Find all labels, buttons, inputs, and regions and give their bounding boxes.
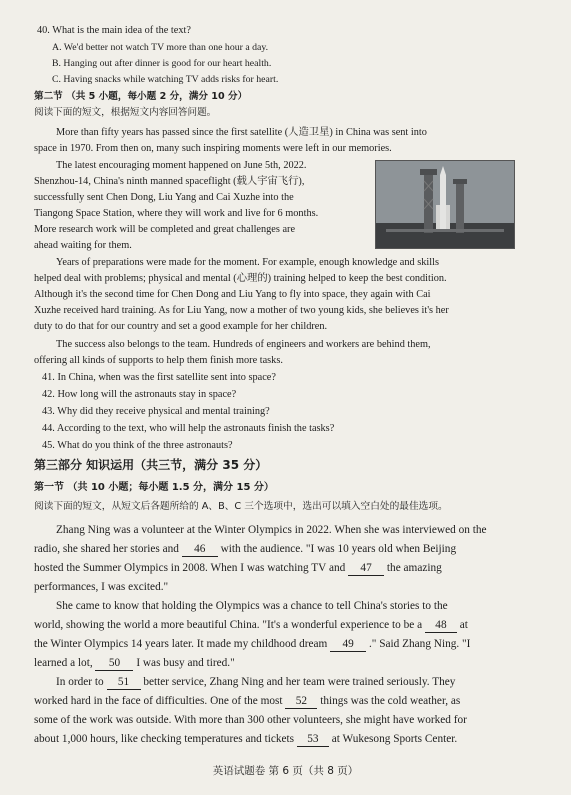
cloze-text: I was busy and tired.": [136, 657, 235, 669]
cloze-text: the amazing: [386, 562, 442, 574]
cloze-blank-51: 51: [107, 675, 141, 690]
cloze-blank-49: 49: [330, 637, 366, 652]
passage-line: ahead waiting for them.: [34, 240, 132, 251]
question-40-option-b: B. Hanging out after dinner is good for our heart health.: [52, 58, 272, 69]
cloze-line: [34, 656, 235, 671]
question-40-option-c: C. Having snacks while watching TV adds risks for heart.: [52, 74, 279, 85]
cloze-line: [34, 542, 456, 557]
cloze-text: things was the cold weather, as: [320, 695, 461, 707]
cloze-text: with the audience. "I was 10 years old when Beijing: [220, 543, 457, 555]
rocket-launch-photo-drawing: [376, 161, 514, 248]
cloze-text: In order to: [56, 676, 104, 688]
cloze-line: [34, 618, 468, 633]
part-3-instruction: 阅读下面的短文，从短文后各题所给的 A、B、C 三个选项中，选出可以填入空白处的最佳选项。: [34, 501, 448, 512]
passage-line: The success also belongs to the team. Hundreds of engineers and workers are behind them,: [56, 339, 431, 350]
passage-line: More than fifty years has passed since the first satellite (人造卫星) in China was sent into: [56, 127, 427, 138]
passage-line: Shenzhou-14, China's ninth manned spaceflight (载人宇宙飞行),: [34, 176, 305, 187]
cloze-blank-46: 46: [182, 542, 218, 557]
question-44: 44. According to the text, who will help the astronauts finish the tasks?: [42, 423, 335, 434]
page-footer: 英语试题卷 第 6 页（共 8 页）: [212, 765, 359, 777]
passage-line: Xuzhe received hard training. As for Liu Yang, now a mother of two young kids, she believes it's her: [34, 305, 449, 316]
cloze-text: hosted the Summer Olympics in 2008. When I was watching TV and: [34, 562, 346, 574]
cloze-text: better service, Zhang Ning and her team were trained seriously. They: [143, 676, 456, 688]
cloze-text: radio, she shared her stories and: [34, 543, 179, 555]
cloze-line: [56, 675, 455, 690]
question-41: 41. In China, when was the first satellite sent into space?: [42, 372, 276, 383]
part-3-subsection: 第一节 （共 10 小题；每小题 1.5 分，满分 15 分）: [34, 482, 274, 493]
cloze-text: learned a lot,: [34, 657, 93, 669]
cloze-line: [34, 694, 460, 709]
passage-line: Years of preparations were made for the moment. For example, enough knowledge and skills: [56, 257, 439, 268]
question-40-stem: 40. What is the main idea of the text?: [37, 25, 191, 36]
passage-line: successfully sent Chen Dong, Liu Yang and Cai Xuzhe into the: [34, 192, 294, 203]
cloze-line: [34, 561, 442, 576]
section-2-instruction: 阅读下面的短文，根据短文内容回答问题。: [34, 107, 217, 118]
passage-line: Tiangong Space Station, where they will work and live for 6 months.: [34, 208, 319, 219]
cloze-text: about 1,000 hours, like checking temperatures and tickets: [34, 733, 295, 745]
question-43: 43. Why did they receive physical and mental training?: [42, 406, 270, 417]
cloze-line: performances, I was excited.": [34, 581, 169, 593]
cloze-text: the Winter Olympics 14 years later. It made my childhood dream: [34, 638, 328, 650]
cloze-line: some of the work was outside. With more than 300 other volunteers, she might have worked for: [34, 714, 467, 726]
cloze-text: worked hard in the face of difficulties. One of the most: [34, 695, 283, 707]
rocket-launch-photo: [375, 160, 515, 249]
passage-line: duty to do that for our country and set a good example for her children.: [34, 321, 328, 332]
cloze-text: at: [459, 619, 468, 631]
passage-line: More research work will be completed and great challenges are: [34, 224, 296, 235]
question-40-option-a: A. We'd better not watch TV more than one hour a day.: [52, 42, 269, 53]
cloze-line: [34, 637, 470, 652]
passage-line: space in 1970. From then on, many such inspiring moments were left in our memories.: [34, 143, 392, 154]
part-3-heading: 第三部分 知识运用（共三节，满分 35 分）: [34, 458, 268, 472]
cloze-line: She came to know that holding the Olympics was a chance to tell China's stories to the: [56, 600, 448, 612]
question-45: 45. What do you think of the three astronauts?: [42, 440, 233, 451]
cloze-text: at Wukesong Sports Center.: [331, 733, 458, 745]
cloze-text: ." Said Zhang Ning. "I: [368, 638, 471, 650]
cloze-line: [34, 732, 457, 747]
passage-line: The latest encouraging moment happened on June 5th, 2022.: [56, 160, 307, 171]
passage-line: Although it's the second time for Chen Dong and Liu Yang to fly into space, they again with Cai: [34, 289, 431, 300]
cloze-blank-48: 48: [425, 618, 457, 633]
cloze-blank-50: 50: [95, 656, 133, 671]
cloze-blank-47: 47: [348, 561, 384, 576]
passage-line: offering all kinds of supports to help them finish more tasks.: [34, 355, 283, 366]
cloze-blank-52: 52: [285, 694, 317, 709]
cloze-blank-53: 53: [297, 732, 329, 747]
passage-line: helped deal with problems; physical and mental (心理的) training helped to keep the best condition.: [34, 273, 447, 284]
cloze-line: Zhang Ning was a volunteer at the Winter Olympics in 2022. When she was interviewed on the: [56, 524, 487, 536]
cloze-text: world, showing the world a more beautiful China. "It's a wonderful experience to be a: [34, 619, 423, 631]
question-42: 42. How long will the astronauts stay in space?: [42, 389, 237, 400]
section-2-heading: 第二节 （共 5 小题，每小题 2 分，满分 10 分）: [34, 91, 248, 102]
